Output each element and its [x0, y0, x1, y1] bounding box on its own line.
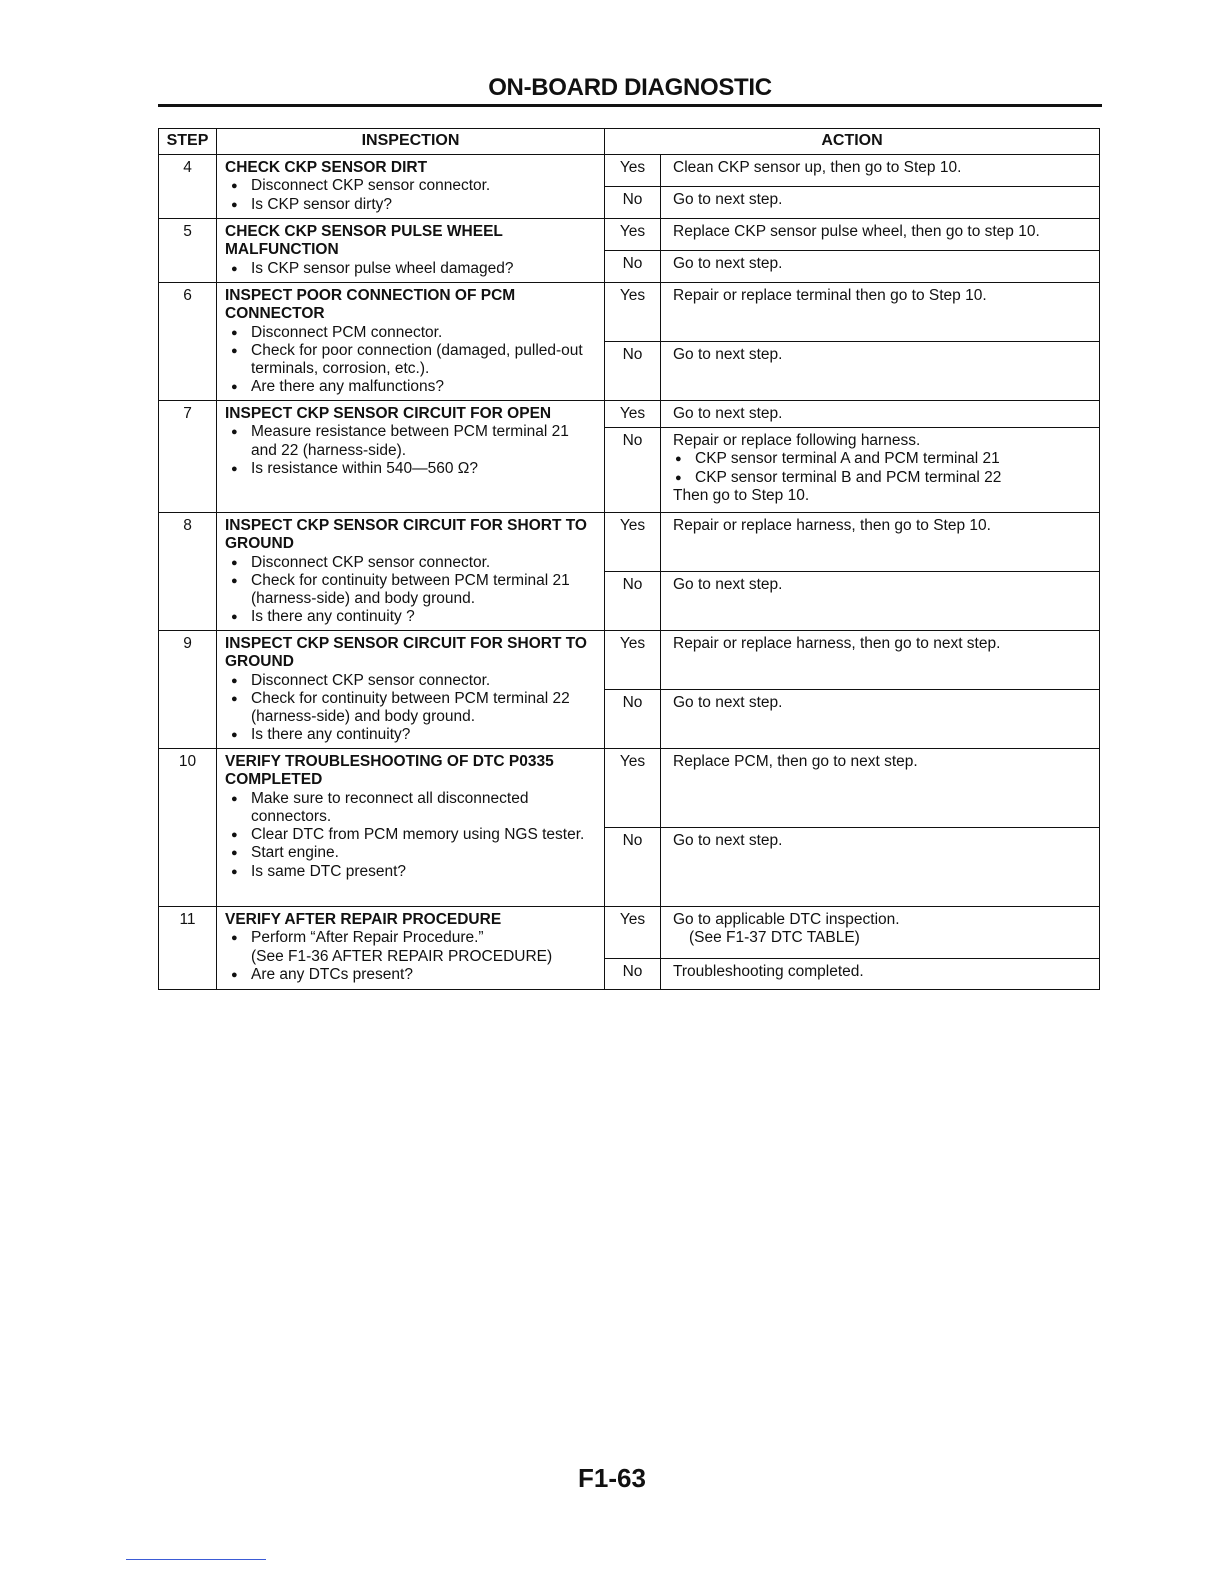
yes-action: Replace PCM, then go to next step.	[661, 749, 1100, 828]
inspection-cell	[217, 907, 605, 990]
inspection-cell	[217, 631, 605, 749]
no-label: No	[605, 251, 661, 283]
no-action: Go to next step.	[661, 828, 1100, 907]
inspection-cell	[217, 219, 605, 283]
step-number: 11	[159, 907, 217, 990]
no-action: Go to next step.	[661, 251, 1100, 283]
inspection-title: INSPECT POOR CONNECTION OF PCM CONNECTOR	[225, 287, 516, 323]
yes-action: Clean CKP sensor up, then go to Step 10.	[661, 155, 1100, 187]
inspection-cell	[217, 749, 605, 907]
action-bullet: ● CKP sensor terminal A and PCM terminal 21	[673, 450, 1091, 468]
yes-label: Yes	[605, 631, 661, 690]
table-row	[159, 907, 1100, 959]
inspection-note: (See F1-36 AFTER REPAIR PROCEDURE)	[251, 947, 553, 965]
no-label: No	[605, 572, 661, 631]
inspection-title: CHECK CKP SENSOR DIRT	[225, 159, 428, 176]
inspection-cell	[217, 401, 605, 513]
table-header-row	[159, 129, 1100, 155]
inspection-bullet: ● Disconnect PCM connector.	[225, 324, 598, 342]
header-inspection: INSPECTION	[217, 129, 605, 155]
yes-label: Yes	[605, 401, 661, 428]
table-row	[159, 513, 1100, 572]
diagnostic-table	[158, 128, 1100, 990]
inspection-title: INSPECT CKP SENSOR CIRCUIT FOR SHORT TO GROUND	[225, 635, 587, 671]
footer-link-line	[126, 1559, 266, 1560]
no-action: Go to next step.	[661, 572, 1100, 631]
step-number: 5	[159, 219, 217, 283]
header-step: STEP	[159, 129, 217, 155]
inspection-bullet: ● Start engine.	[225, 844, 598, 862]
inspection-title: VERIFY AFTER REPAIR PROCEDURE	[225, 911, 502, 928]
inspection-cell	[217, 513, 605, 631]
table-row	[159, 283, 1100, 342]
page-number: F1-63	[578, 1463, 646, 1493]
no-action: Go to next step.	[661, 342, 1100, 401]
inspection-bullet: ● Check for continuity between PCM terminal 22 (harness-side) and body ground.	[225, 690, 598, 727]
step-number: 4	[159, 155, 217, 219]
yes-label: Yes	[605, 219, 661, 251]
no-action: Go to next step.	[661, 187, 1100, 219]
inspection-bullet: ● Check for continuity between PCM terminal 21 (harness-side) and body ground.	[225, 572, 598, 609]
yes-action-cell	[661, 907, 1100, 959]
no-label: No	[605, 428, 661, 513]
step-number: 7	[159, 401, 217, 513]
inspection-bullet: ● Is resistance within 540—560 Ω?	[225, 460, 598, 478]
no-action-cell	[661, 428, 1100, 513]
inspection-bullet: ● Is there any continuity?	[225, 726, 598, 744]
yes-label: Yes	[605, 513, 661, 572]
inspection-title: INSPECT CKP SENSOR CIRCUIT FOR OPEN	[225, 405, 552, 422]
yes-action: Repair or replace terminal then go to Step 10.	[661, 283, 1100, 342]
yes-label: Yes	[605, 749, 661, 828]
yes-action: Go to applicable DTC inspection.	[673, 911, 900, 928]
step-number: 10	[159, 749, 217, 907]
inspection-bullet: ● Is same DTC present?	[225, 863, 598, 881]
table-row	[159, 155, 1100, 187]
inspection-bullet: ● Perform “After Repair Procedure.”	[225, 929, 598, 947]
inspection-bullet: ● Are there any malfunctions?	[225, 378, 598, 396]
inspection-bullet: ● Is CKP sensor dirty?	[225, 196, 598, 214]
no-label: No	[605, 828, 661, 907]
table-row	[159, 631, 1100, 690]
no-action: Troubleshooting completed.	[661, 959, 1100, 990]
no-action: Repair or replace following harness.	[673, 432, 921, 449]
inspection-title: VERIFY TROUBLESHOOTING OF DTC P0335 COMPLETED	[225, 753, 554, 789]
header-action: ACTION	[605, 129, 1100, 155]
step-number: 8	[159, 513, 217, 631]
yes-label: Yes	[605, 907, 661, 959]
inspection-bullet: ● Is CKP sensor pulse wheel damaged?	[225, 260, 598, 278]
action-bullet: ● CKP sensor terminal B and PCM terminal 22	[673, 469, 1091, 487]
inspection-bullet: ● Disconnect CKP sensor connector.	[225, 554, 598, 572]
inspection-cell	[217, 283, 605, 401]
inspection-bullet: ● Disconnect CKP sensor connector.	[225, 672, 598, 690]
no-label: No	[605, 342, 661, 401]
no-label: No	[605, 187, 661, 219]
yes-action: Repair or replace harness, then go to Step 10.	[661, 513, 1100, 572]
step-number: 9	[159, 631, 217, 749]
inspection-bullet: ● Disconnect CKP sensor connector.	[225, 177, 598, 195]
inspection-bullet: ● Clear DTC from PCM memory using NGS tester.	[225, 826, 598, 844]
inspection-cell	[217, 155, 605, 219]
inspection-bullet: ● Check for poor connection (damaged, pulled-out terminals, corrosion, etc.).	[225, 342, 598, 379]
table-row	[159, 219, 1100, 251]
yes-action-note: (See F1-37 DTC TABLE)	[689, 929, 860, 947]
table-row	[159, 749, 1100, 828]
step-number: 6	[159, 283, 217, 401]
yes-label: Yes	[605, 155, 661, 187]
inspection-bullet: ● Is there any continuity ?	[225, 608, 598, 626]
page-title: ON-BOARD DIAGNOSTIC	[488, 74, 772, 101]
no-label: No	[605, 690, 661, 749]
title-rule	[158, 104, 1102, 107]
inspection-title: INSPECT CKP SENSOR CIRCUIT FOR SHORT TO GROUND	[225, 517, 587, 553]
inspection-title: CHECK CKP SENSOR PULSE WHEEL MALFUNCTION	[225, 223, 503, 259]
yes-action: Replace CKP sensor pulse wheel, then go to step 10.	[661, 219, 1100, 251]
table-row	[159, 401, 1100, 428]
no-action: Go to next step.	[661, 690, 1100, 749]
yes-action: Go to next step.	[661, 401, 1100, 428]
inspection-bullet: ● Are any DTCs present?	[225, 966, 598, 984]
inspection-bullet: ● Measure resistance between PCM terminal 21 and 22 (harness-side).	[225, 423, 598, 460]
no-label: No	[605, 959, 661, 990]
yes-label: Yes	[605, 283, 661, 342]
yes-action: Repair or replace harness, then go to next step.	[661, 631, 1100, 690]
no-action-tail: Then go to Step 10.	[673, 486, 810, 504]
inspection-bullet: ● Make sure to reconnect all disconnected connectors.	[225, 790, 598, 827]
